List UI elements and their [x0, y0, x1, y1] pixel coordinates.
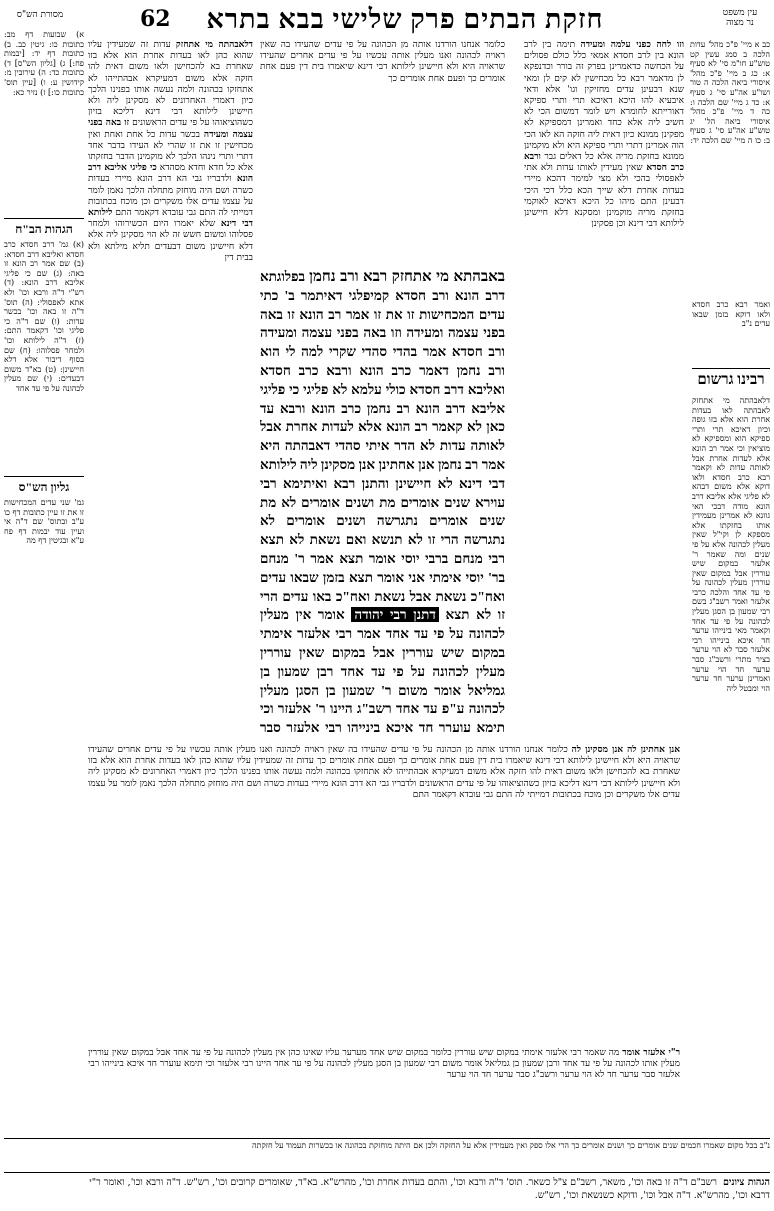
hagahot-habach-title: הגהות הב"ח [15, 222, 73, 236]
page-title: חזקת הבתים פרק שלישי בבא בתרא [206, 4, 604, 34]
tosafot-body: עדות זה שמעידין עליו שהוא כהן לאו בעדות אחרת הוא אלא בזו שאחרת בא להכחישן ולאו משום דאית להו חזקה אלא משום דמעיקרא אבהתייהו לא אתחזקו בכהונה ולמה נעשה אותו בפנינו הלכך כיון דאמרי האחרונים לא מסקינן ליה ולא חיישינן לילותא דבי דינא דליכא בזיון כשהוציאוהו על פי עדים הראשונים [88, 40, 253, 129]
tosafot-body-4: שלא יאמרו היום הכשירוהו ולמחר פסלוהו ומשום חשש זה לא הוי מסקינן ליה אלא דלא חיישינן משום דבעדים תליא מילתא ולא בבית דין [88, 219, 253, 263]
tosafot-body-2: בכשר עדות כל אחת ואחת ואין מכחישין זו את זו שהרי לא העידו בדבר אחד דתרי ותרי נינהו הלכך לא מוקמינן הדבר בחזקתו אלא כל חדא וחדא מסהדא [88, 129, 253, 174]
rashi-dibur-hamatchil: וזו לחה כפני עלמה ומעידה [580, 40, 684, 50]
gershom-side-note: ואמר רבא כרב חסדא ולאו דוקא בזמן שבאו עדים נ"ב [692, 300, 770, 329]
rashi-commentary-upper [524, 40, 684, 360]
gemara-lead-words: באבהתא מי אתחזק רבא ורב נחמן [309, 269, 505, 285]
tosafot-column [88, 40, 253, 740]
footer-hagahot [4, 1176, 770, 1202]
rabbeinu-gershom-title: רבינו גרשום [697, 372, 765, 388]
page-footnote: נ"ב בכל מקום שאמרו חכמים שנים אומרים כך ושנים אומרים כך הרי אלו ספק ואין מעמידין אלא על החזקה ולכן אם היתה מוחזקת בכהונה או בכשרות תעמוד על חזקתה [251, 1141, 770, 1150]
rabbeinu-gershom-body: דלאבהתה מי אתחזק לאבהתה לאו בעדות אחרת הוא אלא בזו גופה וכיון דאיכא תרי ותרי ספיקא הוא ומספיקא לא מוציאין וכי אמר רב הונא אלא לעדות אחרת אבל לאותה עדות לא וקאמר רבא כרב חסדא ולאו דוקא אלא משום דבהא לא פליגי אלא אליבא דרב הונא מודה דבכי האי גוונא לא אמרינן מעמידין אותו בחזקתו אלא מספקא לן וקי"ל שאין מעלין לכהונה אלא על פי שנים ומה שאמר ר' אלעזר במקום שיש עוררין אבל במקום שאין עוררין מעלין לכהונה על פי עד אחד והלכה כרבי אלעזר ואמר רשב"ג בשם רבי שמעון בן הסגן מעלין לכהונה על פי עד אחד וקאמר מאי בינייהו ערער חד איכא בינייהו רבי אלעזר סבר לא הוי ערער בציר מתרי ורשב"ג סבר ערער חד הוי ערער ואמרינן ערער חד ערער הוי ומבטל ליה [692, 396, 770, 693]
upper-center-commentary: כלומר אנחנו הורדנו אותה מן הכהונה על פי עדים שהעידו בה שאין ראויה לכהונה ואנו מעלין אותה עכשיו על פי עדים אחרים שהעידו שראויה היא ולא חיישינן לילותא דבי דינא שיאמרו בית דין פעם אחת אומרים כך ופעם אחת אומרים כך [260, 40, 505, 84]
ein-mishpat-header: עין משפט נר מצוה [722, 8, 758, 28]
gemara-continuation: שנים אומרים מת ושנים אומרים לא מת שנים אומרים נתגרשה ושנים אומרים לא נתגרשה הרי זו לא תנשא ואם נשאת לא תצא רבי מנחם ברבי יוסי אומר תצא אמר ר' מנחם בר' יוסי אימתי אני אומר תצא בזמן שבאו עדים ואח"כ נשאת אבל נשאת ואח"כ באו עדים הרי זו לא תצא [260, 494, 505, 623]
gemara-body: בפלוגתא דרב הונא ורב חסדא קמיפלגי דאיתמר ב' כתי עדים המכחישות זו את זו אמר רב הונא זו באה בפני עצמה ומעידה וזו באה בפני עצמה ומעידה ורב חסדא אמר בהדי סהדי שקרי למה לי הוא ורב נחמן דאמר כרב הונא ורבא כרב חסדא ואליבא דרב חסדא כולי עלמא לא פליגי כי פליגי אליבא דרב הונא רב נחמן כרב הונא ורבא עד כאן לא קאמר רב הונא אלא לעדות אחרת אבל לאותה עדות לא הדר איתי סהדי דאבהתה היא אמר רב נחמן אנן אחתינן אנן מסקינן ליה לילותא דבי דינא לא חיישינן והתנן רבא ואיתימא רבי עוירא [260, 269, 505, 510]
tosafot-repeat-2: ולדבריו גבי הא דרב הונא מיירי בעדות כשרה ושם היה מוחזק מתחלה הלכך נאמן לומר על עצמו עדים אלו משקרים וכן מוכח בכתובות דמייתי לה התם גבי עובדא דקאמר התם [88, 778, 680, 800]
tosafot-body-3: ולדבריו גבי הא דרב הונא מיירי בעדות כשרה ושם היה מוחזק מתחלה הלכך נאמן לומר על עצמו עדים אלו משקרים וכן מוכח בכתובות דמייתי לה התם גבי עובדא דקאמר התם [88, 174, 253, 219]
tosafot-label-2: זו באה בפני עצמה ומעידה [88, 118, 253, 140]
masoret-hashas-header: מסורת הש"ס [16, 10, 64, 20]
footer-hagahot-label: הגהות ציונים [722, 1177, 770, 1188]
page-number: 62 [140, 6, 171, 32]
bottom-section-label: ר"י אלעזר אומר [622, 1048, 680, 1058]
gilyon-hashas-body: גמ' שני עדים המכחישות זו את זו עיין כתובות דף כו ע"ב ובתוס' שם ד"ה אי ועיין עוד יבמות דף פח ע"א ובגיטין דף מה [4, 498, 84, 546]
gemara-highlighted-phrase: דתנן רבי יהודה [351, 607, 439, 622]
footer-line-1: רשב"ם ד"ה זו באה וכו', משאר, רשב"ם צ"ל כשאר. תוס' ד"ה ורבא וכו', והתם בעדות אחרת וכו', מהרש"א. בא"ד, שאומרים קרובים וכו', רש"ש. ד"ה ורבא וכו', ואומר ר"י [89, 1177, 717, 1188]
tosafot-label-3: כי פליגי אליבא דרב הונא [88, 163, 253, 185]
rashi-body: תימה בין לרב הונא בין לרב חסדא אמאי כלל כולם פסולים על הכחשה כדאמרינן בפרק זה בורר וכדנפקא לן מדאמר רבא כל מכחישין לא קים לן ומאי שנא דבעינן עדים מחזיקין וגו' אלא ודאי איבעיא להו היכא דאיכא תרי ותרי ספיקא דאורייתא לחומרא ויש לומר דמשום הכי לא חשיב ליה אלא כחד ואמרינן דמספיקא לא מפקינן ממונא כיון דאית ליה חזקה הא לאו הכי הוה אמרינן דתרי ותרי ספיקא היא ולא מוקמינן ממונא בחזקת מריה אלא כל דאלים גבר [524, 40, 684, 163]
rashi-bottom-body: כלומר אנחנו הורדנו אותה מן הכהונה על פי עדים שהעידו בה שאין ראויה לכהונה ואנו מעלין אותה עכשיו על פי עדים אחרים שהעידו שראויה היא ולא חיישינן לילותא דבי דינא שיאמרו בית דין פעם אחת אומרים כך ופעם אחת אומרים כך [88, 745, 680, 767]
gemara-closing: אומר אין מעלין לכהונה על פי עד אחד אמר רבי אלעזר אימתי במקום שיש עוררין אבל במקום שאין עוררין מעלין לכהונה על פי עד אחד רבן שמעון בן גמליאל אומר משום ר' שמעון בן הסגן מעלין לכהונה ע"פ עד אחד רשב"ג היינו ר' אלעזר וכי תימא עוערר חד איכא בינייהו רבי אלעזר סבר [260, 607, 505, 736]
rashi-sub-header: ורבא כרב חסדא [524, 152, 684, 174]
gemara-main-text [260, 268, 505, 738]
rashi-bottom-label: אנן אחתינן לה אנן מסקינן לה [571, 745, 680, 755]
tosafot-repeat: עדות זה שמעידין עליו שהוא כהן לאו בעדות אחרת הוא אלא בזו שאחרת בא להכחישן ולאו משום דאית להו חזקה אלא משום דמעיקרא אבהתייהו לא אתחזקו בכהונה ולמה נעשה אותו בפנינו הלכך כיון דאמרי האחרונים לא מסקינן ליה ולא חיישינן לילותא דבי דינא דליכא בזיון כשהוציאוהו על פי עדים הראשונים [88, 756, 680, 789]
hagahot-habach-body: (א) גמ' דרב חסדא כרב חסדא ואליבא דרב חסדא: (ב) שם אמר רב הונא זו באה: (ג) שם כי פליגי אליבא דרב הונא: (ד) רש"י ד"ה ורבא וכו' ולא אתא לאפסולי: (ה) תוס' ד"ה זו באה וכו' בכשר עדות: (ו) שם ד"ה כי פליגי וכו' דקאמר התם: (ז) ד"ה לילותא וכו' ולמחר פסלוהו: (ח) שם בסוף דיבור אלא דלא חיישינן: (ט) בא"ד משום דבעדים: (י) שם מעלין לכהונה על פי עד אחד [4, 240, 84, 393]
ein-mishpat-column: כב א מיי' פ"כ מהל' עדות הלכה ב סמג עשין קט טוש"ע חו"מ סי' לא סעיף א: כג ב מיי' פ"כ מהל' איסורי ביאה הלכה ה טור ושו"ע אה"ע סי' ג סעיף א: כד ג מיי' שם הלכה ו: כה ד מיי' פ"כ מהל' איסורי ביאה הל' יג טוש"ע אה"ע סי' ג סעיף ב: כו ה מיי' שם הלכה יד: [690, 40, 770, 145]
footer-line-2: דרבא וכו', מהרש"א. ד"ה אבל וכו', ודוקא כשנשאת וכו', רש"ש. [534, 1190, 770, 1201]
tosafot-label-4: לילותא דבי דינא [88, 208, 253, 230]
rashi-body-continued: שאין מעידין לאותו עדות ולא אתי לאפסולי בהכי ולא מצי למימר דהכא מיירי בעדות אחרת דלא שייך הכא כלל דכי היכי דבעינן התם מיהו כל היכא דאיכא לאוקמי בחזקת מריה מוקמינן ומסקנא דלא חיישינן לילותא דבי דינא וכן פסקינן [524, 163, 684, 230]
lower-commentary-block [88, 745, 680, 1045]
gilyon-hashas-title: גליון הש"ס [18, 480, 70, 494]
tosafot-dibur-hamatchil: דלאבהתה מי אתחזק [175, 40, 253, 50]
bottom-section-body: מה שאמר רבי אלעזר אימתי במקום שיש עוררין כלומר במקום שיש אחד מערער עליו שאינו כהן אין מעלין לכהונה על פי עד אחד אבל במקום שאין עוררין מעלין אותו לכהונה על פי עד אחד ורבן שמעון בן גמליאל אומר משום רבי שמעון בן הסגן מעלין לכהונה על פי עד אחד היינו רבי אלעזר וכי תימא עוערר חד איכא בינייהו רבי אלעזר סבר ערער חד לא הוי ערער ורשב"ג סבר ערער חד הוי ערער [88, 1048, 680, 1081]
bottom-section [88, 1048, 680, 1133]
masoret-hashas-refs: א) שבועות דף מב: כתובות כו: גיטין כב. ב) כתובות דף יד: [יבמות פח:] ג) [גליון הש"ס] ד) כתובות כד: ה) עירובין מ: קידושין ע: ו) [עיין תוס' כתובות כו:] ז) נזיר כא: [4, 30, 84, 97]
